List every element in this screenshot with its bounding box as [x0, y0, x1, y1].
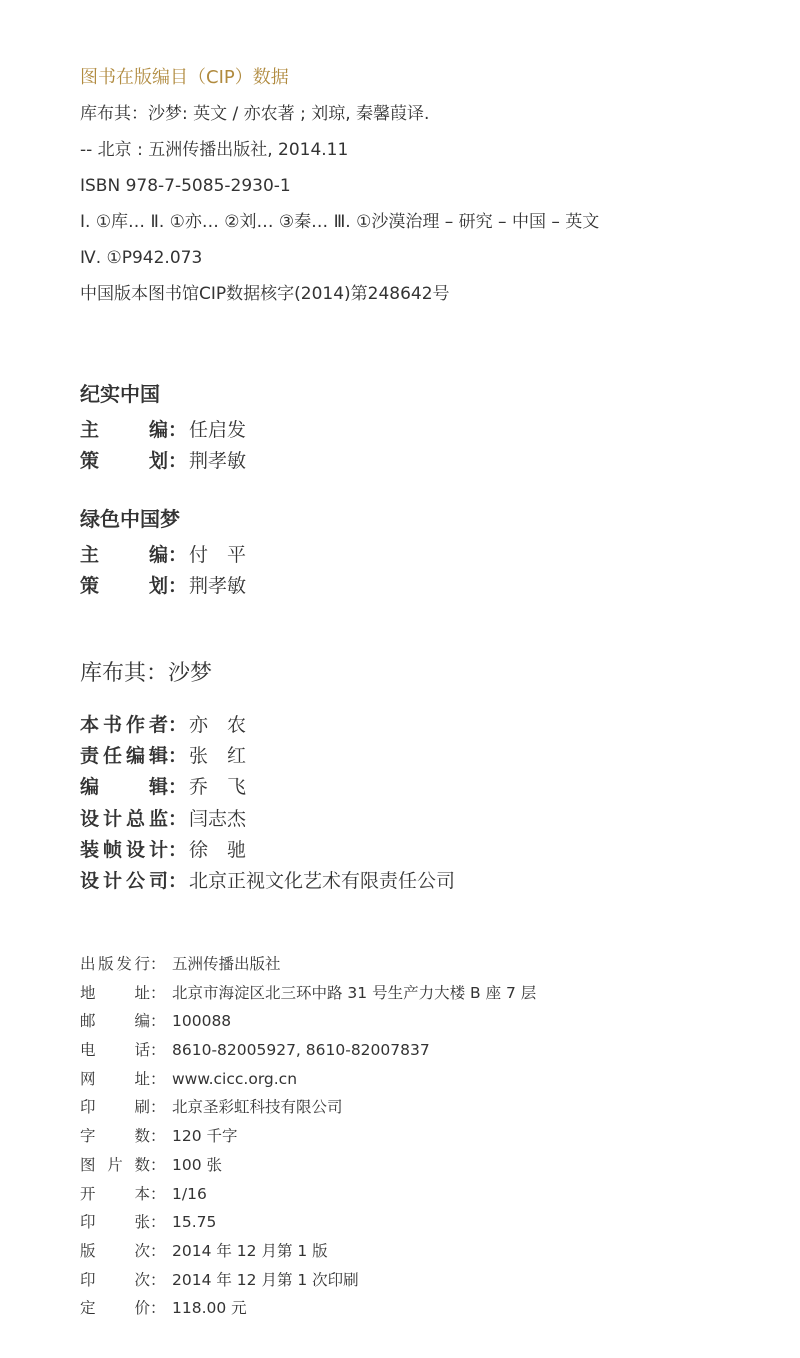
credit-row-label [80, 772, 168, 803]
label-char: 司 [148, 869, 168, 892]
publication-row [80, 1237, 760, 1266]
label-char: 责 [80, 745, 100, 768]
publication-row [80, 1036, 760, 1065]
label-char: 策 [80, 575, 100, 598]
publication-row-label [80, 1065, 150, 1094]
label-char: 张 [134, 1213, 150, 1232]
publication-row [80, 1151, 760, 1180]
cip-line: ISBN 978-7-5085-2930-1 [80, 176, 291, 196]
label-char: 辑 [148, 776, 168, 799]
label-char: 版 [98, 955, 114, 973]
colon-separator: ： [168, 838, 188, 861]
series-title: 纪实中国 [80, 382, 160, 406]
publication-row-label [80, 1007, 150, 1036]
publication-row-label [80, 979, 150, 1008]
label-char: 电 [80, 1041, 96, 1060]
credit-row [80, 866, 680, 897]
credit-row-label [80, 804, 168, 835]
label-char: 书 [102, 714, 122, 736]
label-char: 数 [134, 1155, 150, 1174]
publication-row-value: 100088 [172, 1012, 232, 1031]
label-char: 编 [80, 776, 100, 799]
credit-row [80, 741, 680, 772]
label-char: 址 [134, 983, 150, 1002]
label-char: 片 [107, 1155, 123, 1174]
label-char: 字 [80, 1127, 96, 1146]
label-char: 设 [125, 838, 145, 861]
label-char: 址 [134, 1069, 150, 1088]
publication-row-label [80, 1266, 150, 1295]
credit-row [80, 804, 680, 835]
colon-separator: ： [168, 419, 188, 441]
colon-separator: ： [150, 1098, 166, 1117]
label-char: 网 [80, 1069, 96, 1088]
publication-row [80, 1065, 760, 1094]
label-char: 编 [148, 544, 168, 566]
label-char: 图 [80, 1155, 96, 1174]
staff-row-value: 荆孝敏 [189, 575, 247, 598]
colon-separator: ： [150, 983, 166, 1002]
label-char: 公 [125, 869, 145, 892]
label-char: 话 [134, 1041, 150, 1060]
label-char: 主 [80, 544, 100, 566]
publication-row-value: 8610-82005927, 8610-82007837 [172, 1041, 430, 1060]
book-credits [80, 710, 680, 897]
label-char: 印 [80, 1270, 96, 1289]
series-staff [80, 415, 680, 477]
colon-separator: ： [150, 1127, 166, 1146]
label-char: 监 [148, 807, 168, 830]
label-char: 计 [102, 807, 122, 830]
label-char: 刷 [134, 1098, 150, 1117]
publication-row-label [80, 1122, 150, 1151]
publication-row [80, 1208, 760, 1237]
colon-separator: ： [150, 1213, 166, 1232]
publication-row-value: 118.00 元 [172, 1299, 247, 1318]
cip-line: Ⅰ. ①库… Ⅱ. ①亦… ②刘… ③秦… Ⅲ. ①沙漠治理 – 研究 – 中国 – 英文 [80, 212, 600, 232]
publication-row-label [80, 1208, 150, 1237]
publication-row-label [80, 1151, 150, 1180]
colon-separator: ： [150, 1041, 166, 1060]
publication-row-value: 北京市海淀区北三环中路 31 号生产力大楼 B 座 7 层 [172, 983, 537, 1002]
colon-separator: ： [150, 1184, 166, 1203]
colon-separator: ： [150, 955, 166, 973]
label-char: 编 [125, 745, 145, 768]
label-char: 作 [125, 714, 145, 736]
label-char: 计 [102, 869, 122, 892]
label-char: 计 [148, 838, 168, 861]
colon-separator: ： [168, 745, 188, 768]
staff-row-label [80, 446, 168, 477]
publication-row-value: 五洲传播出版社 [172, 955, 281, 973]
credit-row-value: 北京正视文化艺术有限责任公司 [189, 869, 456, 892]
colon-separator: ： [168, 714, 188, 736]
publication-row-value: 120 千字 [172, 1127, 238, 1146]
publication-row-value: www.cicc.org.cn [172, 1069, 298, 1088]
credit-row [80, 710, 680, 741]
label-char: 划 [148, 450, 168, 473]
publication-details [80, 950, 760, 1323]
colon-separator: ： [150, 1012, 166, 1031]
publication-row-label [80, 1180, 150, 1209]
label-char: 版 [80, 1241, 96, 1260]
label-char: 者 [148, 714, 168, 736]
staff-row [80, 571, 680, 602]
label-char: 地 [80, 983, 96, 1002]
publication-row-value: 1/16 [172, 1184, 207, 1203]
label-char: 策 [80, 450, 100, 473]
cip-line: Ⅳ. ①P942.073 [80, 248, 203, 268]
publication-row-value: 15.75 [172, 1213, 217, 1232]
label-char: 总 [125, 807, 145, 830]
label-char: 装 [80, 838, 100, 861]
colon-separator: ： [168, 807, 188, 830]
book-title: 库布其：沙梦 [80, 661, 213, 686]
label-char: 数 [134, 1127, 150, 1146]
colon-separator: ： [150, 1241, 166, 1260]
colon-separator: ： [168, 575, 188, 598]
publication-row-value: 北京圣彩虹科技有限公司 [172, 1098, 343, 1117]
staff-row-label [80, 571, 168, 602]
series-block [80, 378, 680, 477]
staff-row-value: 荆孝敏 [189, 450, 247, 473]
label-char: 设 [80, 869, 100, 892]
staff-row-value: 任启发 [189, 419, 247, 441]
label-char: 价 [134, 1299, 150, 1318]
label-char: 次 [134, 1270, 150, 1289]
staff-row [80, 540, 680, 571]
label-char: 本 [134, 1184, 150, 1203]
label-char: 发 [116, 955, 132, 973]
credit-row-value: 徐 驰 [189, 838, 247, 861]
credit-row-value: 闫志杰 [189, 807, 247, 830]
credit-row-label [80, 741, 168, 772]
label-char: 印 [80, 1098, 96, 1117]
label-char: 次 [134, 1241, 150, 1260]
label-char: 定 [80, 1299, 96, 1318]
publication-row [80, 1093, 760, 1122]
credit-row-label [80, 866, 168, 897]
publication-row-value: 2014 年 12 月第 1 版 [172, 1241, 328, 1260]
label-char: 开 [80, 1184, 96, 1203]
colon-separator: ： [168, 776, 188, 799]
label-char: 辑 [148, 745, 168, 768]
publication-row [80, 1294, 760, 1323]
publication-row-label [80, 1093, 150, 1122]
label-char: 编 [134, 1012, 150, 1031]
staff-row [80, 415, 680, 446]
label-char: 出 [80, 955, 96, 973]
publication-row [80, 1180, 760, 1209]
publication-row [80, 950, 760, 979]
label-char: 主 [80, 419, 100, 441]
publication-row [80, 979, 760, 1008]
staff-row-value: 付 平 [189, 544, 247, 566]
colon-separator: ： [168, 544, 188, 566]
credit-row-label [80, 710, 168, 741]
colon-separator: ： [168, 450, 188, 473]
publication-row-value: 2014 年 12 月第 1 次印刷 [172, 1270, 359, 1289]
credit-row [80, 772, 680, 803]
cip-block [80, 60, 780, 312]
label-char: 本 [80, 714, 100, 736]
staff-row [80, 446, 680, 477]
label-char: 划 [148, 575, 168, 598]
publication-row [80, 1007, 760, 1036]
colon-separator: ： [150, 1069, 166, 1088]
publication-row-value: 100 张 [172, 1155, 223, 1174]
credit-row-value: 亦 农 [189, 714, 247, 736]
credit-row-value: 乔 飞 [189, 776, 247, 799]
colon-separator: ： [168, 869, 188, 892]
colon-separator: ： [150, 1270, 166, 1289]
publication-row [80, 1266, 760, 1295]
publication-row-label [80, 1294, 150, 1323]
publication-row-label [80, 1237, 150, 1266]
publication-row [80, 1122, 760, 1151]
label-char: 邮 [80, 1012, 96, 1031]
label-char: 编 [148, 419, 168, 441]
cip-heading: 图书在版编目（CIP）数据 [80, 67, 289, 88]
publication-row-label [80, 1036, 150, 1065]
credit-row [80, 835, 680, 866]
credit-row-label [80, 835, 168, 866]
series-block [80, 503, 680, 602]
staff-row-label [80, 415, 168, 446]
cip-line: -- 北京 : 五洲传播出版社, 2014.11 [80, 140, 349, 160]
label-char: 任 [102, 745, 122, 768]
cip-line: 中国版本图书馆CIP数据核字(2014)第248642号 [80, 284, 450, 304]
colon-separator: ： [150, 1155, 166, 1174]
series-title: 绿色中国梦 [80, 507, 180, 531]
credit-row-value: 张 红 [189, 745, 247, 768]
staff-row-label [80, 540, 168, 571]
label-char: 行 [134, 955, 150, 973]
cip-line: 库布其：沙梦: 英文 / 亦农著 ; 刘琼, 秦馨葭译. [80, 104, 430, 124]
publication-row-label [80, 950, 150, 979]
label-char: 设 [80, 807, 100, 830]
label-char: 印 [80, 1213, 96, 1232]
series-staff [80, 540, 680, 602]
label-char: 帧 [102, 838, 122, 861]
colon-separator: ： [150, 1299, 166, 1318]
